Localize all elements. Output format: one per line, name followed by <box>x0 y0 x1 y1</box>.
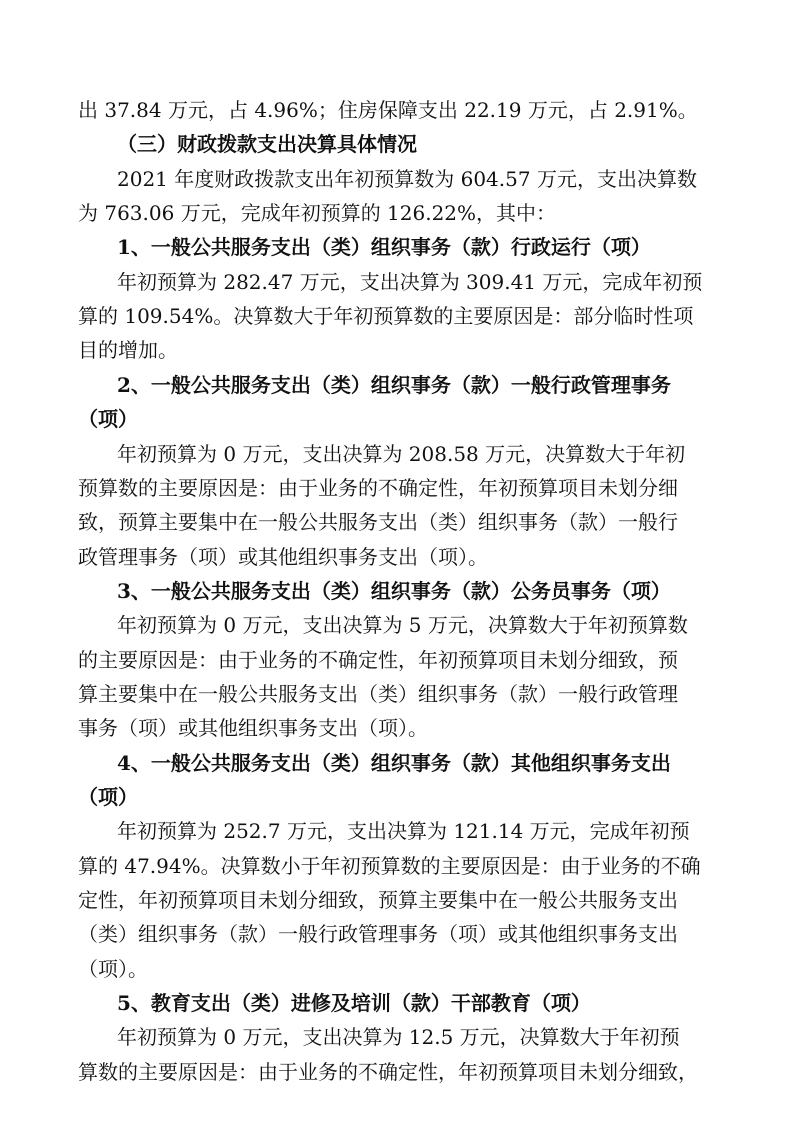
paragraph-line: 致，预算主要集中在一般公共服务支出（类）组织事务（款）一般行 <box>78 510 678 534</box>
section-heading-line: 2、一般公共服务支出（类）组织事务（款）一般行政管理事务 <box>117 373 671 397</box>
paragraph-line: 政管理事务（项）或其他组织事务支出（项）。 <box>78 545 488 569</box>
section-heading-line: （三）财政拨款支出决算具体情况 <box>117 132 417 156</box>
paragraph-line: 目的增加。 <box>78 338 178 362</box>
paragraph-line: 2021 年度财政拨款支出年初预算数为 604.57 万元，支出决算数 <box>117 167 697 191</box>
paragraph-line: 年初预算为 252.7 万元，支出决算为 121.14 万元，完成年初预 <box>117 819 690 843</box>
paragraph-line: 年初预算为 0 万元，支出决算为 5 万元，决算数大于年初预算数 <box>117 613 688 637</box>
section-heading-line: （项） <box>78 407 138 431</box>
section-heading-line: 5、教育支出（类）进修及培训（款）干部教育（项） <box>117 991 591 1015</box>
paragraph-line: 出 37.84 万元，占 4.96%；住房保障支出 22.19 万元，占 2.91%。 <box>78 98 698 122</box>
paragraph-line: 年初预算为 0 万元，支出决算为 12.5 万元，决算数大于年初预 <box>117 1025 680 1049</box>
paragraph-line: （项）。 <box>78 957 148 981</box>
paragraph-line: 算主要集中在一般公共服务支出（类）组织事务（款）一般行政管理 <box>78 682 678 706</box>
paragraph-line: 年初预算为 282.47 万元，支出决算为 309.41 万元，完成年初预 <box>117 270 703 294</box>
paragraph-line: 年初预算为 0 万元，支出决算为 208.58 万元，决算数大于年初 <box>117 442 686 466</box>
paragraph-line: 定性，年初预算项目未划分细致，预算主要集中在一般公共服务支出 <box>78 888 678 912</box>
section-heading-line: （项） <box>78 785 138 809</box>
paragraph-line: 算的 109.54%。决算数大于年初预算数的主要原因是：部分临时性项 <box>78 304 694 328</box>
section-heading-line: 4、一般公共服务支出（类）组织事务（款）其他组织事务支出 <box>117 751 671 775</box>
paragraph-line: 算的 47.94%。决算数小于年初预算数的主要原因是：由于业务的不确 <box>78 854 701 878</box>
paragraph-line: 为 763.06 万元，完成年初预算的 126.22%，其中： <box>78 201 557 225</box>
paragraph-line: 预算数的主要原因是：由于业务的不确定性，年初预算项目未划分细 <box>78 476 678 500</box>
paragraph-line: 事务（项）或其他组织事务支出（项）。 <box>78 716 428 740</box>
paragraph-line: 算数的主要原因是：由于业务的不确定性，年初预算项目未划分细致， <box>78 1060 698 1084</box>
section-heading-line: 1、一般公共服务支出（类）组织事务（款）行政运行（项） <box>117 235 651 259</box>
paragraph-line: 的主要原因是：由于业务的不确定性，年初预算项目未划分细致，预 <box>78 648 678 672</box>
paragraph-line: （类）组织事务（款）一般行政管理事务（项）或其他组织事务支出 <box>78 922 678 946</box>
section-heading-line: 3、一般公共服务支出（类）组织事务（款）公务员事务（项） <box>117 579 671 603</box>
